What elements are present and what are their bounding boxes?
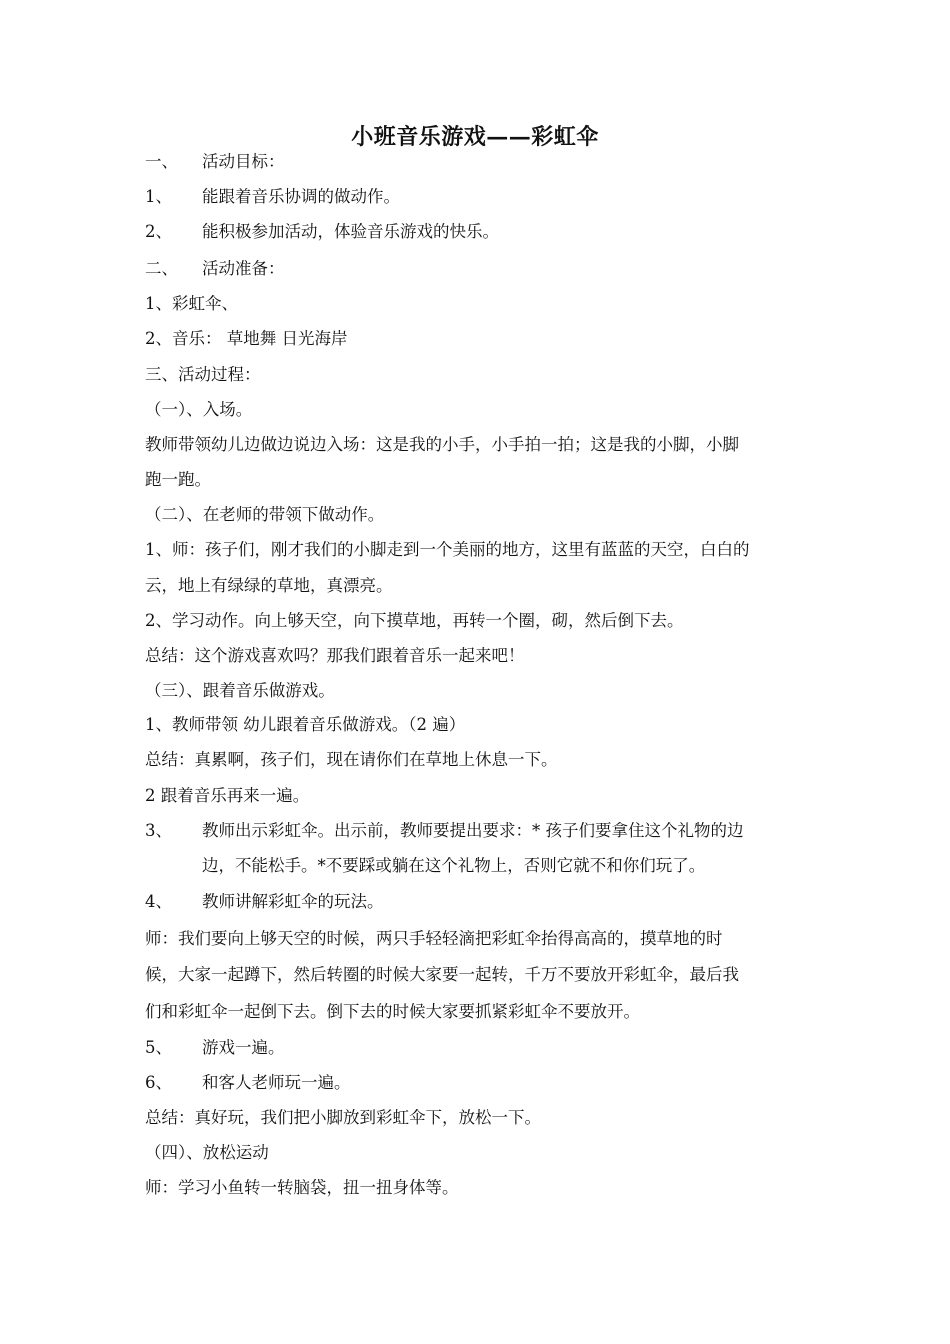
paragraph-line: 1、教师带领 幼儿跟着音乐做游戏。（2 遍）	[145, 715, 466, 734]
item-text: 教师出示彩虹伞。出示前，教师要提出要求：* 孩子们要拿住这个礼物的边	[202, 821, 744, 840]
item-number: 6、	[145, 1073, 172, 1092]
list-item	[145, 1071, 810, 1095]
list-item	[145, 185, 810, 209]
paragraph-line: 总结：真累啊，孩子们，现在请你们在草地上休息一下。	[145, 750, 558, 769]
paragraph-line: 总结：真好玩，我们把小脚放到彩虹伞下，放松一下。	[145, 1108, 541, 1127]
subsection-heading: （四）、放松运动	[145, 1143, 269, 1162]
item-text: 游戏一遍。	[202, 1038, 285, 1057]
paragraph-line: 候，大家一起蹲下，然后转圈的时候大家要一起转，千万不要放开彩虹伞，最后我	[145, 965, 739, 984]
document-title: 小班音乐游戏——彩虹伞	[351, 124, 599, 150]
item-text: 和客人老师玩一遍。	[202, 1073, 351, 1092]
paragraph-line: 2 跟着音乐再来一遍。	[145, 786, 310, 805]
paragraph-line: 边，不能松手。*不要踩或躺在这个礼物上，否则它就不和你们玩了。	[202, 856, 706, 875]
paragraph-line: 师：我们要向上够天空的时候，两只手轻轻滴把彩虹伞抬得高高的，摸草地的时	[145, 929, 723, 948]
item-number: 1、	[145, 187, 172, 206]
paragraph-line: 总结：这个游戏喜欢吗？那我们跟着音乐一起来吧！	[145, 646, 525, 665]
list-item	[145, 890, 810, 914]
paragraph-line: 云，地上有绿绿的草地，真漂亮。	[145, 576, 393, 595]
paragraph-line: 们和彩虹伞一起倒下去。倒下去的时候大家要抓紧彩虹伞不要放开。	[145, 1002, 640, 1021]
paragraph-line: 1、师：孩子们，刚才我们的小脚走到一个美丽的地方，这里有蓝蓝的天空，白白的	[145, 540, 750, 559]
item-number: 5、	[145, 1038, 172, 1057]
section-heading-process: 三、活动过程：	[145, 365, 261, 384]
section-heading-preparation	[145, 257, 810, 281]
item-number: 3、	[145, 821, 172, 840]
item-text: 能跟着音乐协调的做动作。	[202, 187, 400, 206]
section-heading-goals	[145, 150, 810, 174]
item-number: 二、	[145, 259, 178, 278]
paragraph-line: 跑一跑。	[145, 470, 211, 489]
paragraph-line: 2、音乐： 草地舞 日光海岸	[145, 329, 348, 348]
item-number: 4、	[145, 892, 172, 911]
item-number: 一、	[145, 152, 178, 171]
paragraph-line: 教师带领幼儿边做边说边入场：这是我的小手，小手拍一拍；这是我的小脚，小脚	[145, 435, 739, 454]
paragraph-line: 1、彩虹伞、	[145, 294, 238, 313]
list-item	[145, 1036, 810, 1060]
item-number: 2、	[145, 222, 172, 241]
subsection-heading: （二）、在老师的带领下做动作。	[145, 505, 385, 524]
item-text: 教师讲解彩虹伞的玩法。	[202, 892, 384, 911]
item-text: 活动目标：	[202, 152, 285, 171]
list-item	[145, 220, 810, 244]
item-text: 活动准备：	[202, 259, 285, 278]
item-text: 能积极参加活动，体验音乐游戏的快乐。	[202, 222, 499, 241]
subsection-heading: （三）、跟着音乐做游戏。	[145, 681, 335, 700]
paragraph-line: 2、学习动作。向上够天空，向下摸草地，再转一个圈，砌，然后倒下去。	[145, 611, 684, 630]
paragraph-line: 师：学习小鱼转一转脑袋，扭一扭身体等。	[145, 1178, 459, 1197]
subsection-heading: （一）、入场。	[145, 400, 253, 419]
list-item	[145, 819, 810, 843]
